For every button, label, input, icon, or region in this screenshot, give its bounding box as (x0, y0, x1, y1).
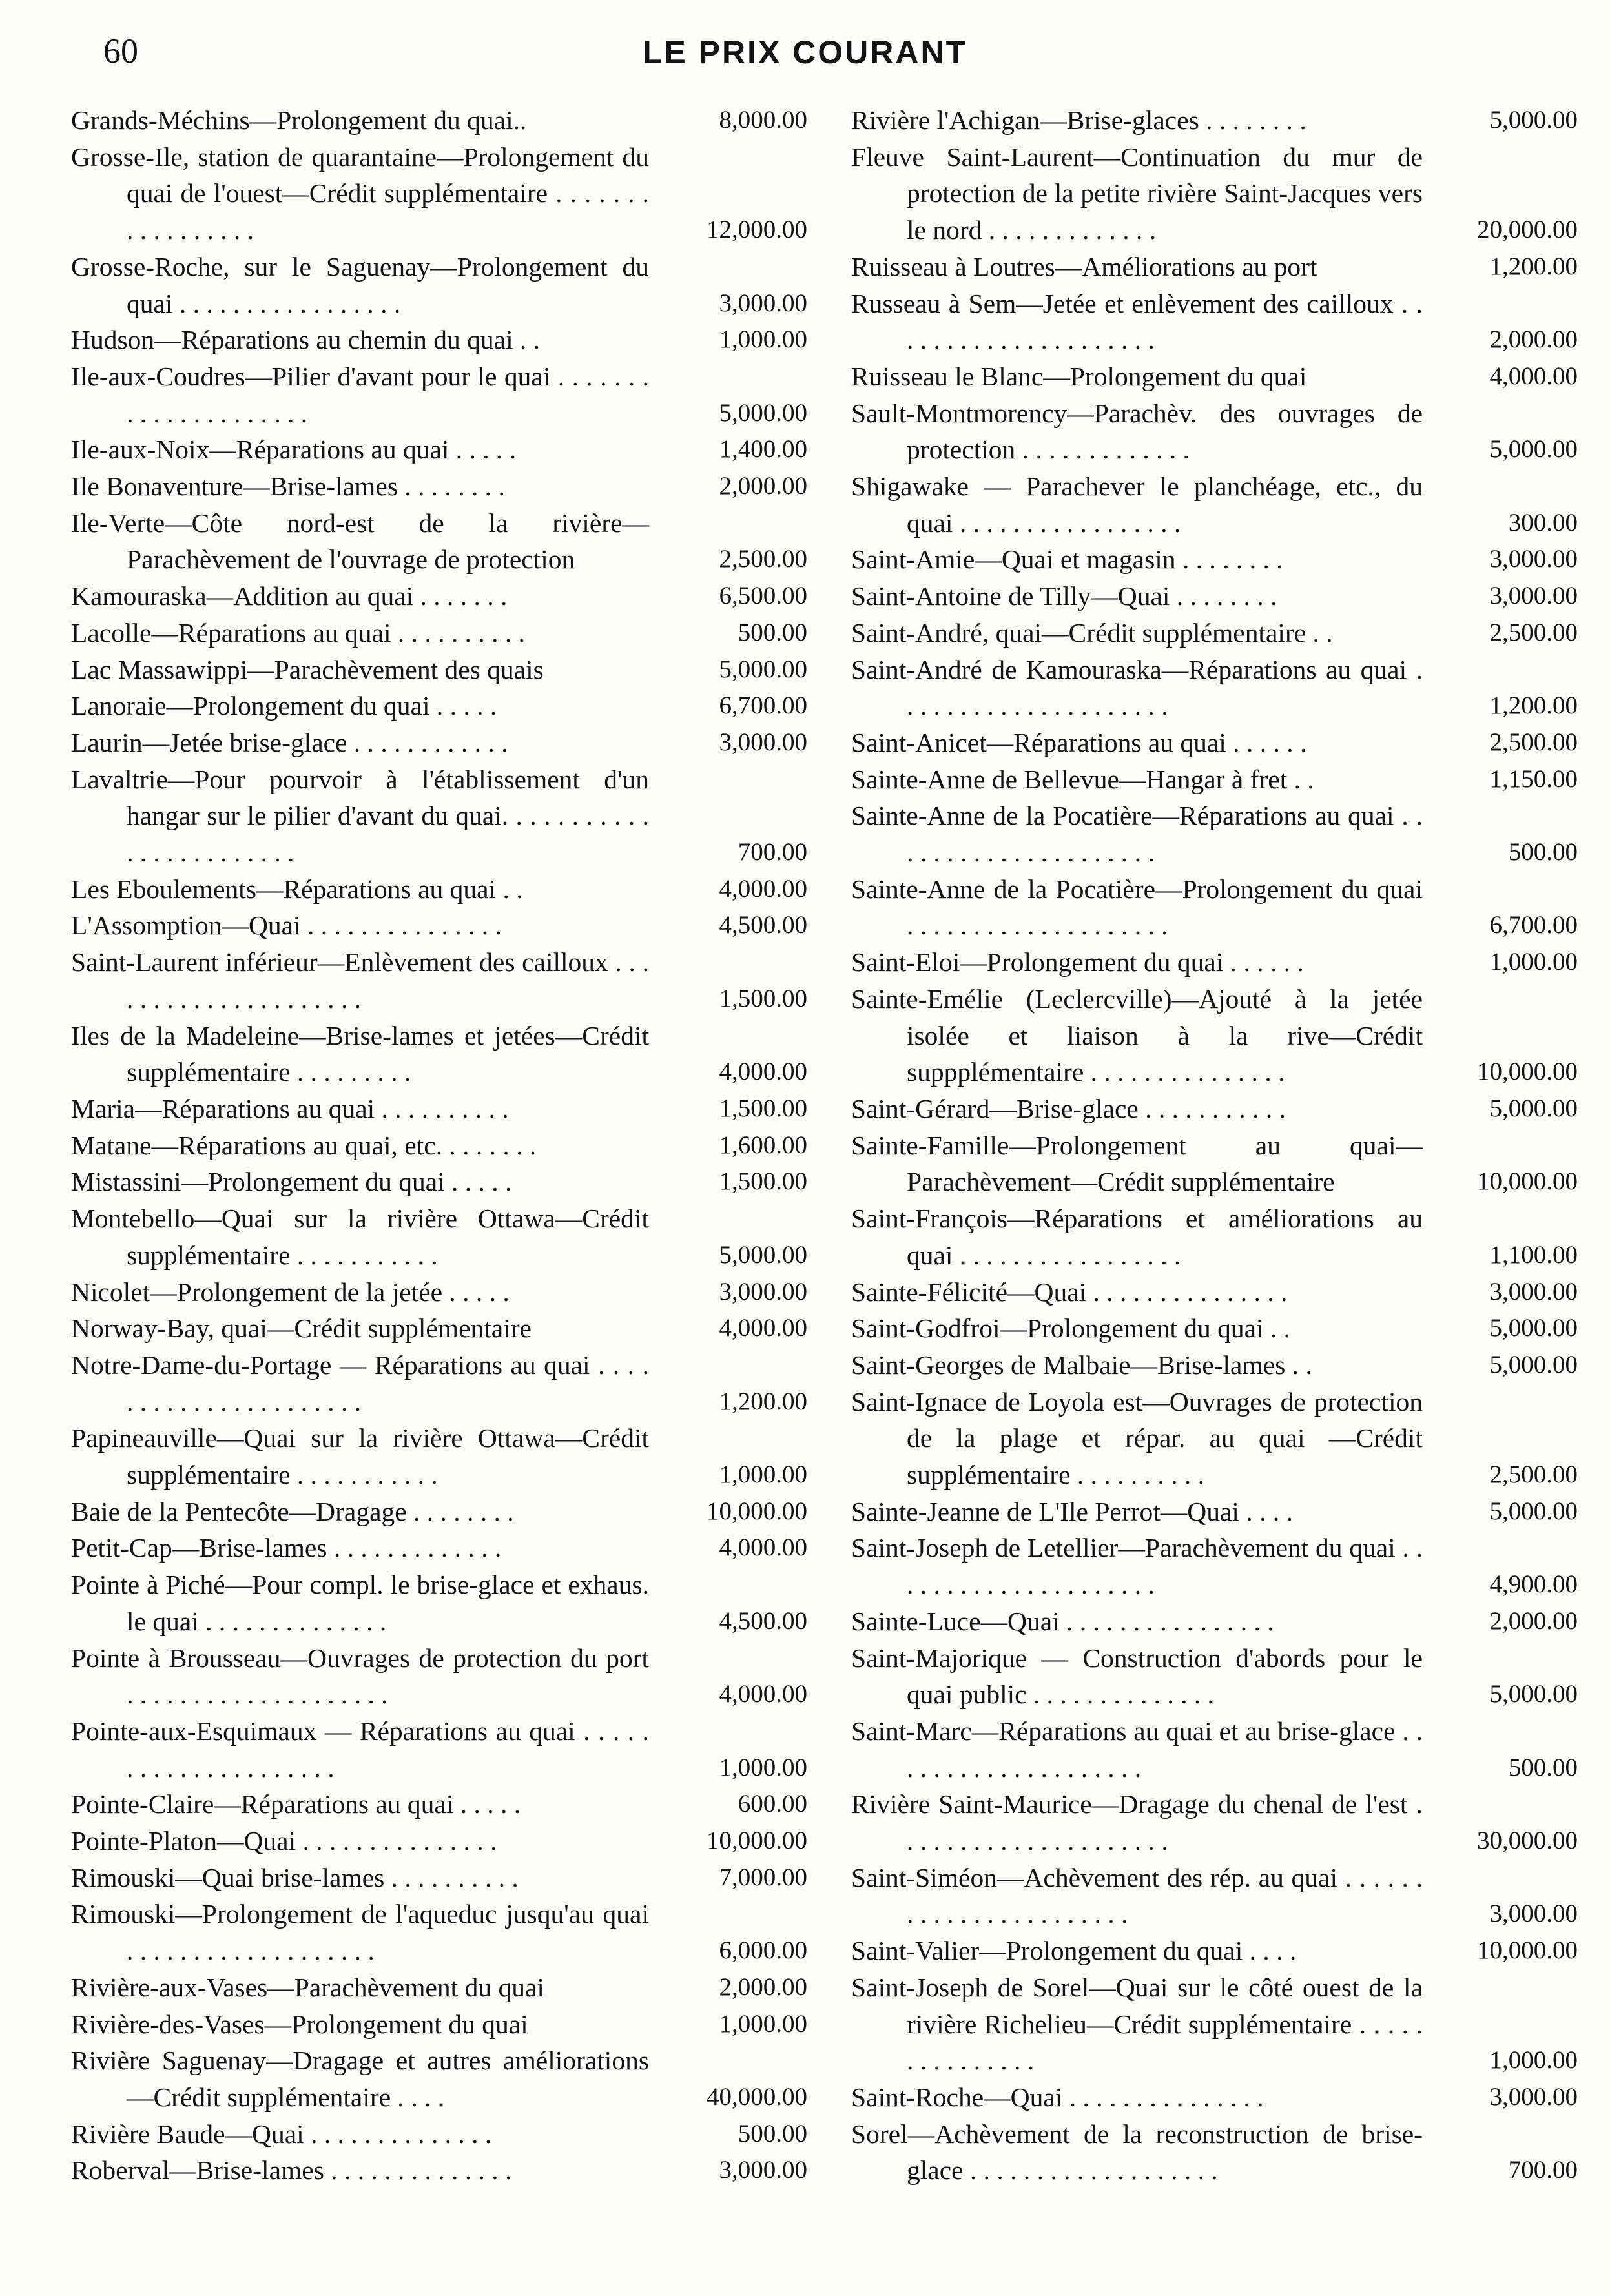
list-item (71, 578, 807, 615)
list-item (71, 249, 807, 322)
item-amount: 5,000.00 (1489, 435, 1578, 464)
item-description: Saint-François—Réparations et améliorations au quai . . . . . . . . . . . . . . . . . (851, 1204, 1423, 1270)
item-description: Sainte-Jeanne de L'Ile Perrot—Quai . . . . (851, 1496, 1293, 1526)
list-item (851, 1603, 1578, 1640)
item-description: Rimouski—Quai brise-lames . . . . . . . . . . (71, 1862, 519, 1892)
left-column (71, 102, 807, 2189)
item-description: Sainte-Emélie (Leclercville)—Ajouté à la jetée isolée et liaison à la rive—Crédit suppplémentaire . . . . . . . . . . . . . . . (851, 983, 1423, 1087)
list-item (851, 1127, 1578, 1200)
item-description: Rivière-des-Vases—Prolongement du quai (71, 2009, 528, 2039)
item-amount: 2,500.00 (719, 545, 807, 573)
item-description: Norway-Bay, quai—Crédit supplémentaire (71, 1313, 532, 1344)
item-description: Rivière Saint-Maurice—Dragage du chenal de l'est . . . . . . . . . . . . . . . . . . . . . (851, 1789, 1423, 1856)
item-amount: 1,000.00 (719, 325, 807, 354)
item-amount: 2,500.00 (1489, 728, 1578, 756)
item-amount: 3,000.00 (1489, 1900, 1578, 1928)
item-amount: 5,000.00 (1489, 1094, 1578, 1122)
item-description: Sault-Montmorency—Parachèv. des ouvrages de protection . . . . . . . . . . . . . (851, 398, 1423, 465)
list-item (71, 468, 807, 505)
list-item (71, 871, 807, 908)
list-item (71, 1420, 807, 1493)
item-description: Saint-André de Kamouraska—Réparations au quai . . . . . . . . . . . . . . . . . . . . . (851, 654, 1423, 721)
list-item (851, 651, 1578, 724)
item-description: Sainte-Luce—Quai . . . . . . . . . . . . . . . . (851, 1606, 1274, 1636)
list-item (71, 1310, 807, 1347)
item-description: Sainte-Anne de Bellevue—Hangar à fret . . (851, 764, 1314, 794)
item-description: Matane—Réparations au quai, etc. . . . . . . . (71, 1130, 537, 1160)
list-item (851, 1786, 1578, 1859)
list-item (71, 322, 807, 358)
list-item (851, 102, 1578, 139)
list-item (851, 578, 1578, 615)
list-item (71, 358, 807, 431)
item-amount: 4,000.00 (1489, 362, 1578, 390)
list-item (851, 139, 1578, 249)
item-description: Sorel—Achèvement de la reconstruction de brise-glace . . . . . . . . . . . . . . . . . . . (851, 2118, 1423, 2186)
item-description: Lac Massawippi—Parachèvement des quais (71, 654, 544, 684)
item-amount: 4,900.00 (1489, 1570, 1578, 1599)
list-item (851, 1969, 1578, 2079)
item-description: Lanoraie—Prolongement du quai . . . . . (71, 691, 497, 721)
list-item (851, 1274, 1578, 1311)
item-amount: 2,000.00 (1489, 325, 1578, 354)
list-item (71, 505, 807, 578)
item-description: Saint-Amie—Quai et magasin . . . . . . . . (851, 544, 1283, 575)
item-amount: 1,000.00 (719, 1461, 807, 1489)
item-amount: 8,000.00 (719, 106, 807, 134)
item-amount: 4,500.00 (719, 1606, 807, 1635)
item-description: Papineauville—Quai sur la rivière Ottawa—Crédit supplémentaire . . . . . . . . . . . (71, 1423, 649, 1490)
item-amount: 10,000.00 (1477, 1936, 1578, 1965)
item-amount: 10,000.00 (707, 1497, 807, 1525)
item-description: Ile Bonaventure—Brise-lames . . . . . . . . (71, 471, 505, 502)
item-description: Pointe-Claire—Réparations au quai . . . . . (71, 1789, 521, 1819)
item-amount: 10,000.00 (1477, 1058, 1578, 1086)
item-description: Grosse-Ile, station de quarantaine—Prolongement du quai de l'ouest—Crédit supplémentaire . . . . . . . . . . . . . . . . . (71, 141, 649, 245)
item-amount: 1,000.00 (719, 1753, 807, 1781)
item-amount: 1,500.00 (719, 984, 807, 1012)
item-description: Hudson—Réparations au chemin du quai . . (71, 325, 541, 355)
list-item (71, 615, 807, 651)
list-item (71, 1640, 807, 1713)
item-description: Fleuve Saint-Laurent—Continuation du mur de protection de la petite rivière Saint-Jacques vers le nord . . . . . . . . . . . . . (851, 141, 1423, 245)
list-item (71, 1530, 807, 1566)
list-item (851, 1347, 1578, 1384)
list-item (71, 1969, 807, 2006)
item-amount: 2,500.00 (1489, 618, 1578, 646)
item-description: Saint-Majorique — Construction d'abords pour le quai public . . . . . . . . . . . . . . (851, 1643, 1423, 1710)
page-number: 60 (103, 32, 138, 70)
list-item (71, 1823, 807, 1860)
item-amount: 3,000.00 (1489, 2082, 1578, 2111)
item-amount: 5,000.00 (719, 398, 807, 427)
item-description: Ruisseau le Blanc—Prolongement du quai (851, 361, 1307, 391)
item-amount: 10,000.00 (707, 1827, 807, 1855)
list-item (851, 285, 1578, 358)
item-amount: 500.00 (1508, 838, 1578, 866)
item-description: L'Assomption—Quai . . . . . . . . . . . . . . . (71, 910, 502, 941)
item-amount: 300.00 (1508, 508, 1578, 537)
item-description: Saint-Joseph de Sorel—Quai sur le côté ouest de la rivière Richelieu—Crédit supplémentaire . . . . . . . . . . . . . . . (851, 1972, 1423, 2076)
item-description: Sainte-Anne de la Pocatière—Prolongement du quai . . . . . . . . . . . . . . . . . . . . (851, 874, 1423, 941)
item-amount: 1,200.00 (1489, 692, 1578, 720)
item-amount: 40,000.00 (707, 2082, 807, 2111)
item-description: Maria—Réparations au quai . . . . . . . . . . (71, 1093, 509, 1123)
item-description: Saint-Joseph de Letellier—Parachèvement du quai . . . . . . . . . . . . . . . . . . . . . (851, 1533, 1423, 1600)
item-amount: 1,000.00 (719, 2009, 807, 2038)
list-item (71, 431, 807, 468)
item-description: Saint-Valier—Prolongement du quai . . . . (851, 1936, 1297, 1966)
list-item (851, 724, 1578, 761)
item-description: Notre-Dame-du-Portage — Réparations au quai . . . . . . . . . . . . . . . . . . . . . . (71, 1349, 649, 1417)
list-item (71, 688, 807, 724)
item-description: Mistassini—Prolongement du quai . . . . . (71, 1167, 512, 1197)
list-item (851, 1713, 1578, 1786)
item-amount: 600.00 (738, 1790, 807, 1818)
item-amount: 4,000.00 (719, 1680, 807, 1708)
list-item (71, 1163, 807, 1200)
list-item (851, 1091, 1578, 1127)
item-description: Pointe à Piché—Pour compl. le brise-glace et exhaus. le quai . . . . . . . . . . . . . . (71, 1570, 649, 1636)
item-amount: 1,600.00 (719, 1131, 807, 1159)
item-description: Ile-aux-Noix—Réparations au quai . . . . . (71, 435, 517, 465)
item-amount: 10,000.00 (1477, 1167, 1578, 1196)
list-item (71, 1786, 807, 1823)
list-item (71, 944, 807, 1017)
item-description: Lavaltrie—Pour pourvoir à l'établissement d'un hangar sur le pilier d'avant du quai. . . . . . . . . . . . . . . . . . . . . . . . (71, 764, 649, 868)
item-amount: 3,000.00 (719, 1277, 807, 1306)
list-item (71, 724, 807, 761)
list-item (71, 1347, 807, 1420)
list-item (851, 615, 1578, 651)
list-item (851, 1530, 1578, 1603)
list-item (851, 944, 1578, 981)
item-amount: 1,500.00 (719, 1094, 807, 1122)
item-amount: 700.00 (738, 838, 807, 866)
item-amount: 1,100.00 (1489, 1240, 1578, 1269)
item-amount: 1,000.00 (1489, 948, 1578, 976)
item-amount: 20,000.00 (1477, 216, 1578, 244)
item-description: Sainte-Félicité—Quai . . . . . . . . . . . . . . . (851, 1276, 1288, 1307)
list-item (71, 2042, 807, 2115)
item-description: Montebello—Quai sur la rivière Ottawa—Crédit supplémentaire . . . . . . . . . . . (71, 1204, 649, 1270)
item-amount: 5,000.00 (1489, 1497, 1578, 1525)
item-amount: 4,000.00 (719, 1314, 807, 1342)
list-item (71, 1274, 807, 1311)
item-description: Lacolle—Réparations au quai . . . . . . . . . . (71, 617, 526, 648)
item-amount: 5,000.00 (1489, 1680, 1578, 1708)
page-header (0, 30, 1610, 81)
item-description: Grands-Méchins—Prolongement du quai.. (71, 105, 527, 135)
list-item (71, 1493, 807, 1530)
item-description: Ile-aux-Coudres—Pilier d'avant pour le quai . . . . . . . . . . . . . . . . . . . . . (71, 361, 649, 428)
item-description: Rivière Saguenay—Dragage et autres améliorations—Crédit supplémentaire . . . . (71, 2045, 649, 2112)
list-item (851, 468, 1578, 541)
item-amount: 2,000.00 (719, 1973, 807, 2001)
running-title: LE PRIX COURANT (642, 34, 968, 70)
item-amount: 500.00 (738, 2119, 807, 2147)
item-description: Les Eboulements—Réparations au quai . . (71, 874, 523, 904)
item-amount: 3,000.00 (719, 289, 807, 317)
list-item (71, 1566, 807, 1639)
item-description: Shigawake — Parachever le planchéage, etc., du quai . . . . . . . . . . . . . . . . . (851, 471, 1423, 538)
item-description: Saint-Marc—Réparations au quai et au brise-glace . . . . . . . . . . . . . . . . . . . . (851, 1716, 1423, 1783)
item-description: Saint-Roche—Quai . . . . . . . . . . . . . . . (851, 2082, 1264, 2112)
item-amount: 6,700.00 (1489, 911, 1578, 939)
item-description: Saint-Godfroi—Prolongement du quai . . (851, 1313, 1291, 1344)
item-amount: 3,000.00 (1489, 582, 1578, 610)
item-description: Rimouski—Prolongement de l'aqueduc jusqu'au quai . . . . . . . . . . . . . . . . . . . (71, 1899, 649, 1966)
item-description: Baie de la Pentecôte—Dragage . . . . . . . . (71, 1496, 514, 1526)
list-item (851, 1860, 1578, 1932)
item-description: Saint-Ignace de Loyola est—Ouvrages de protection de la plage et répar. au quai —Crédit supplémentaire . . . . . . . . . . (851, 1386, 1423, 1490)
item-amount: 1,000.00 (1489, 2046, 1578, 2075)
list-item (71, 1018, 807, 1091)
item-description: Pointe à Brousseau—Ouvrages de protection du port . . . . . . . . . . . . . . . . . . . . (71, 1643, 649, 1710)
item-description: Rivière-aux-Vases—Parachèvement du quai (71, 1972, 544, 2002)
item-description: Sainte-Anne de la Pocatière—Réparations au quai . . . . . . . . . . . . . . . . . . . . . (851, 801, 1423, 868)
item-description: Nicolet—Prolongement de la jetée . . . . . (71, 1276, 510, 1307)
item-description: Sainte-Famille—Prolongement au quai—Parachèvement—Crédit supplémentaire (851, 1130, 1423, 1197)
item-amount: 500.00 (1508, 1753, 1578, 1781)
item-amount: 1,400.00 (719, 435, 807, 464)
right-column (851, 102, 1578, 2189)
item-description: Saint-Gérard—Brise-glace . . . . . . . . . . . (851, 1093, 1286, 1123)
list-item (851, 249, 1578, 285)
item-amount: 3,000.00 (719, 728, 807, 756)
list-item (71, 1200, 807, 1273)
item-amount: 4,000.00 (719, 1058, 807, 1086)
item-description: Iles de la Madeleine—Brise-lames et jetées—Crédit supplémentaire . . . . . . . . . (71, 1020, 649, 1087)
item-amount: 30,000.00 (1477, 1827, 1578, 1855)
item-amount: 6,500.00 (719, 582, 807, 610)
item-description: Russeau à Sem—Jetée et enlèvement des cailloux . . . . . . . . . . . . . . . . . . . . . (851, 288, 1423, 355)
item-description: Saint-André, quai—Crédit supplémentaire . . (851, 617, 1333, 648)
item-amount: 2,000.00 (1489, 1606, 1578, 1635)
item-amount: 1,500.00 (719, 1167, 807, 1196)
list-item (71, 1091, 807, 1127)
list-item (71, 761, 807, 871)
item-amount: 6,000.00 (719, 1936, 807, 1965)
item-description: Saint-Laurent inférieur—Enlèvement des cailloux . . . . . . . . . . . . . . . . . . . . . (71, 947, 649, 1014)
item-amount: 3,000.00 (1489, 545, 1578, 573)
item-description: Grosse-Roche, sur le Saguenay—Prolongement du quai . . . . . . . . . . . . . . . . . (71, 251, 649, 318)
list-item (71, 651, 807, 688)
item-amount: 5,000.00 (719, 655, 807, 683)
list-item (71, 139, 807, 249)
list-item (71, 2116, 807, 2153)
item-description: Kamouraska—Addition au quai . . . . . . . (71, 581, 508, 611)
item-amount: 2,000.00 (719, 472, 807, 500)
list-item (71, 102, 807, 139)
item-amount: 4,500.00 (719, 911, 807, 939)
item-amount: 2,500.00 (1489, 1461, 1578, 1489)
list-item (851, 1493, 1578, 1530)
item-amount: 1,200.00 (1489, 252, 1578, 280)
list-item (851, 797, 1578, 870)
list-item (851, 1384, 1578, 1493)
list-item (851, 1640, 1578, 1713)
list-item (71, 2152, 807, 2189)
item-description: Roberval—Brise-lames . . . . . . . . . . . . . . (71, 2155, 512, 2186)
list-item (851, 358, 1578, 395)
item-amount: 700.00 (1508, 2156, 1578, 2184)
item-amount: 5,000.00 (1489, 1350, 1578, 1379)
item-amount: 1,150.00 (1489, 764, 1578, 793)
item-amount: 7,000.00 (719, 1863, 807, 1891)
item-amount: 4,000.00 (719, 1533, 807, 1562)
list-item (851, 395, 1578, 468)
item-description: Pointe-Platon—Quai . . . . . . . . . . . . . . . (71, 1826, 497, 1856)
item-amount: 5,000.00 (1489, 106, 1578, 134)
list-item (851, 761, 1578, 798)
item-description: Ruisseau à Loutres—Améliorations au port (851, 251, 1317, 282)
item-description: Saint-Antoine de Tilly—Quai . . . . . . . . (851, 581, 1277, 611)
list-item (851, 541, 1578, 578)
item-description: Ile-Verte—Côte nord-est de la rivière—Parachèvement de l'ouvrage de protection (71, 507, 649, 575)
item-amount: 5,000.00 (719, 1240, 807, 1269)
list-item (851, 2079, 1578, 2116)
item-amount: 12,000.00 (707, 216, 807, 244)
item-amount: 3,000.00 (1489, 1277, 1578, 1306)
item-amount: 4,000.00 (719, 874, 807, 903)
item-amount: 500.00 (738, 618, 807, 646)
item-description: Rivière l'Achigan—Brise-glaces . . . . . . . . (851, 105, 1306, 135)
item-description: Rivière Baude—Quai . . . . . . . . . . . . . . (71, 2118, 492, 2149)
item-amount: 1,200.00 (719, 1387, 807, 1415)
item-amount: 5,000.00 (1489, 1314, 1578, 1342)
item-description: Pointe-aux-Esquimaux — Réparations au quai . . . . . . . . . . . . . . . . . . . . . (71, 1716, 649, 1783)
item-description: Saint-Eloi—Prolongement du quai . . . . . . (851, 947, 1304, 978)
item-description: Saint-Siméon—Achèvement des rép. au quai . . . . . . . . . . . . . . . . . . . . . . . (851, 1862, 1423, 1929)
item-amount: 3,000.00 (719, 2156, 807, 2184)
list-item (851, 1932, 1578, 1969)
list-item (71, 2006, 807, 2043)
list-item (851, 2116, 1578, 2189)
list-item (851, 1200, 1578, 1273)
list-item (851, 981, 1578, 1091)
item-description: Saint-Georges de Malbaie—Brise-lames . . (851, 1349, 1312, 1380)
list-item (71, 1896, 807, 1969)
item-description: Petit-Cap—Brise-lames . . . . . . . . . . . . . (71, 1533, 502, 1563)
list-item (71, 1860, 807, 1896)
item-description: Laurin—Jetée brise-glace . . . . . . . . . . . . (71, 727, 508, 757)
list-item (71, 907, 807, 944)
list-item (71, 1127, 807, 1164)
list-item (71, 1713, 807, 1786)
list-item (851, 1310, 1578, 1347)
item-description: Saint-Anicet—Réparations au quai . . . . . . (851, 727, 1307, 757)
list-item (851, 871, 1578, 944)
item-amount: 6,700.00 (719, 692, 807, 720)
